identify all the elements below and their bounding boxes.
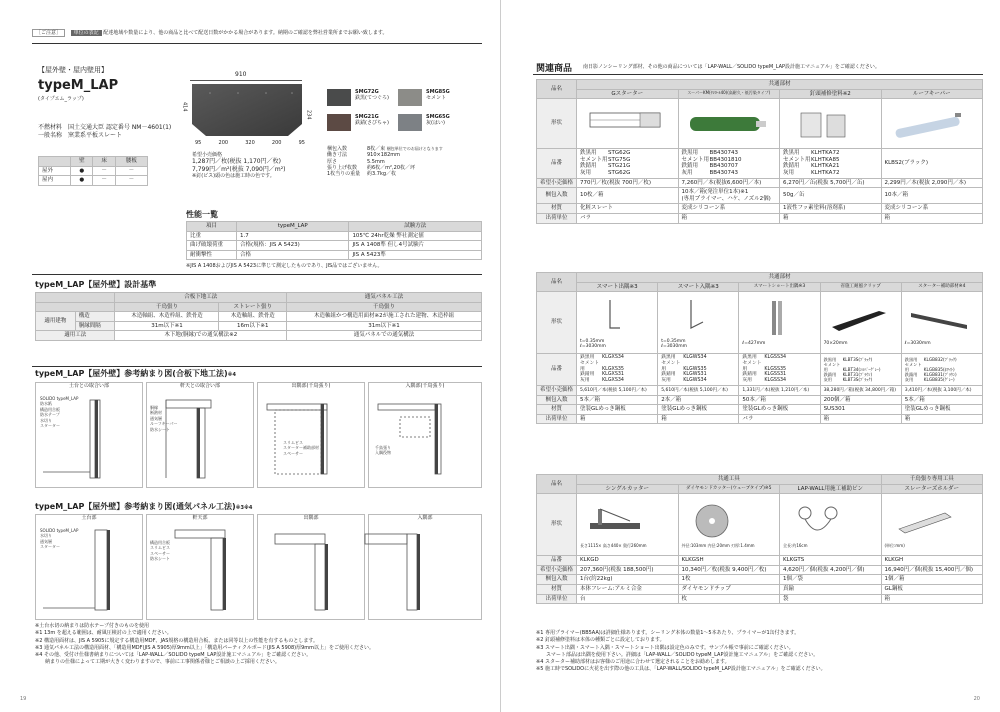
note-tag: ［ご注意］ bbox=[32, 29, 65, 37]
price-block: 希望小売価格 1,287円／枚(税抜 1,170円／枚) 7,799円／m²(税抜 7,090円／m²) ※釘(ビス)頭の色は施工時の色です。 bbox=[192, 152, 286, 180]
category: 【屋外壁・屋内壁用】 bbox=[38, 66, 108, 74]
dim-height: 414 bbox=[181, 102, 188, 112]
smart-short-corner-image bbox=[742, 299, 812, 339]
note-chip: 単位の表記 bbox=[71, 30, 102, 36]
product-kana: (タイプエム_ラップ) bbox=[38, 96, 84, 102]
perf-note: ※JIS A 1408およびJIS A 5423に準じて測定したものであり、JIS品ではございません。 bbox=[186, 263, 383, 269]
left-page: ［ご注意］ 単位の表記 配達地域や数量により、他の商品と比べて配送日数がかかる場合があります。納期のご確認を弊社営業所までお願い致します。 【屋外壁・屋内壁用】 typeM_LAP (タイプエム_ラップ) 不燃材料 国土交通大臣 認定番号 NM－4601(1) 一般名称 窯業系平板スレート 壁 床 腰板 屋外 ● － － 屋内 ● － － 910 414 234 95 200 320 200 95 SMG72G 鉄黒(てつぐろ) SMG85G セメント SMG21G 鉄錆(さびちゃ) SMG65G 灰(はい) 希望小売価格 1,287円／枚(税抜 1,170円／枚) 7,799円／m²(税抜 7,090円／m²) ※釘(ビス)頭の色は施工時の色です。 梱包入数 8枚／束 梱包単位でのお届けとなります 働き寸法 910×182mm 厚さ 5.5mm 張り上げ枚数 約6枚／m²,20枚／坪 1枚当りの重量 約3.7kg／枚 性能一覧 項目 typeM_LAP 試験方法 比重 1.7 105℃ 24hr乾燥 弊社測定値 曲げ破壊荷重 合格(規格：JIS A 5423) JIS A 1408準 但し4号試験片 耐衝撃性 合格 JIS A 5423準 ※JIS A 1408およびJIS A 5423に準じて測定したものであり、JIS品ではございません。 typeM_LAP【屋外壁】設計基準 合板下地工法 通気パネル工法 千鳥張り ストレート張り 千鳥張り 適用建物 構造 木造軸組、木造枠組、鉄骨造 木造軸組、鉄骨造 木造軸組かつ構造用面材※2が施工された建物、木造枠組 胴縁間隔 31m以下※1 16m以下※1 31m以下※1 適用工法 木下地(胴縁)での通気構法※2 通気パネルでの通気構法 typeM_LAP【屋外壁】参考納まり図(合板下地工法)※4 土台との取合い部 軒天との取合い部 出隅部(千鳥張り) 入隅部(千鳥張り) SOLIDO typeM_LAP 防水紙 構造用合板 防水テープ 水切り スターター 胴縁 断熱材 通気層 ルーフキーパー 防水シート スリムビス スターター補助部材 スペーサー 千鳥張り 入隅役物 typeM_LAP【屋外壁】参考納まり図(通気パネル工法)※3※4 土台部 軒天部 出隅部 入隅部 SOLIDO typeM_LAP 水切り 通気層 スターター 構造用合板 スリムビス スペーサー 防水シート ※土台水切の納まりは防水テープ付きのものを使用 ※1 13m を超える範囲は、耐風圧検討の上で適用ください。 ※2 構造用面材は、JIS A 5905に規定する構造用MDF、JAS規格の構造用合板、または同等以上の性能を有するものとします。 ※3 通気パネル工法の構造用面材、「構造用MDF(JIS A 5905)厚9mm以上」「構造用パーティクルボード(JIS A 5908)厚9mm以上」をご使用ください。 ※4 その他、受付け仕様書納まりについては「LAP-WALL／SOLIDO typeM_LAP設計施工マニュアル」をご確認ください。 納まりの仕様によって工期が大きく変わりますので、事前に工事関係者様とご相談の上ご採用ください。 19 bbox=[0, 0, 500, 712]
related-table-2: 品名 共通部材 スマート出隅※3 スマート入隅※3 スマートショート出隅※3 省施工耐風クリップ スターター補助部材※4 形状 t=0.35mm ℓ=3030mm t=0.35mm ℓ=3030mm ℓ=427mm 70×20mm ℓ=3030mm 品番 鉄黒用 KLGXS34 セメント用 KLGXS35 鉄錆用 KLGXS31 灰用 KLGXS34 鉄黒用 KLGWS34 セメント用 KLGWS35 鉄錆用 KLGWS31 灰用 KLGWS34 鉄黒用 KLGSS34 セメント用 KLGSS35 鉄錆用 KLGSS31 灰用 KLGSS34 鉄黒用 KLBT3S(ﾌﾞﾗｯｸ) セメント用 KLBT34(ｼﾙﾊﾞｰｸﾞﾚｰ) 鉄錆用 KLBT31(ﾌﾞﾗｳﾝ) 灰用 KLBT3S(ﾌﾞﾗｯｸ) 鉄黒用 KLGB832(ﾌﾞﾗｯｸ) セメント用 KLGB835(ﾎﾜｲﾄ) 鉄錆用 KLGB831(ﾌﾞﾗｳﾝ) 灰用 KLGB835(ｸﾞﾚｰ) 希望小売価格 5,610円／本(税抜 5,100円／本) 5,610円／本(税抜 5,100円／本) 1,331円／本(税抜 1,210円／本) 38,280円／箱(税抜 34,800円／箱) 3,410円／本(税抜 3,100円／本) 梱包入数 5本／箱 2本／箱 50本／箱 200個／箱 5本／箱 材質 塗装GLめっき鋼板 塗装GLめっき鋼板 塗装GLめっき鋼板 SUS301 塗装GLめっき鋼板 出荷単位 箱 箱 バラ 箱 箱 bbox=[536, 272, 983, 424]
wind-clip-image bbox=[824, 299, 894, 339]
color-swatch-smg21g bbox=[327, 114, 351, 131]
right-footnotes: ※1 専用プライマー(BB5AA)は詳細仕様あります。シーリング本体の数量1～5本あたり、プライマーが1缶付きます。 ※2 釘頭補修塗料は本体の種類ごとに設定しております。 ※3 スマート出隅・スマート入隅・スマートショート出隅は設定色のみです。サンプル帳で事前にご確認ください。 スマート部品は出隅を使用下さい。詳細は「LAP-WALL／SOLIDO typeM_LAP設計施工マニュアル」をご確認ください。 ※4 スターター補助部材はお客様のご用途に合わせて選定されることをお勧めします。 ※5 施工時でSOLIDOに火花を出す際の他の工具は、「LAP-WALL/SOLIDO typeM_LAP設計施工マニュアル」をご確認ください。 bbox=[536, 630, 826, 673]
note-bar bbox=[32, 30, 482, 36]
dim-width: 910 bbox=[235, 71, 247, 78]
smart-outer-corner-image bbox=[580, 296, 650, 336]
panel-image bbox=[192, 84, 302, 136]
note-text: 配達地域や数量により、他の商品と比べて配送日数がかかる場合があります。納期のご確認を弊社営業所までお願い致します。 bbox=[103, 30, 388, 36]
g-starter-image bbox=[580, 103, 670, 141]
page-number-left: 19 bbox=[20, 696, 27, 702]
design-table: 合板下地工法 通気パネル工法 千鳥張り ストレート張り 千鳥張り 適用建物 構造 木造軸組、木造枠組、鉄骨造 木造軸組、鉄骨造 木造軸組かつ構造用面材※2が施工された建物、木造枠組 胴縁間隔 31m以下※1 16m以下※1 31m以下※1 適用工法 木下地(胴縁)での通気構法※2 通気パネルでの通気構法 bbox=[35, 292, 482, 341]
paint-can-image bbox=[783, 103, 873, 141]
slaters-holder-image bbox=[885, 501, 977, 541]
use-table: 壁 床 腰板 屋外 ● － － 屋内 ● － － bbox=[38, 156, 148, 186]
color-swatch-smg72g bbox=[327, 89, 351, 106]
color-swatch-smg85g bbox=[398, 89, 422, 106]
product-name: typeM_LAP bbox=[38, 78, 119, 93]
page-number-right: 20 bbox=[973, 696, 980, 702]
right-page bbox=[500, 0, 1000, 712]
spec-list: 不燃材料 国土交通大臣 認定番号 NM－4601(1) 一般名称 窯業系平板スレート bbox=[38, 124, 172, 139]
diamond-cutter-image bbox=[682, 501, 774, 541]
detail1-title: typeM_LAP【屋外壁】参考納まり図(合板下地工法)※4 bbox=[35, 369, 236, 378]
related-table-3: 品名 共通工具 千鳥張り専用工具 シングルカッター ダイヤモンドカッター(ウェーブタイプ)※5 LAP-WALL用施工補助ピン スレーターズホルダー 形状 長さ1115× 高さ440× 奥行260mm 外径:103mm 内径:20mm 刃厚:1.4mm 全長:約16cm (単位:mm) 品番 KLKGD KLKGSH KLKGTS KLKGH 希望小売価格 207,360円(税抜 188,500円) 10,340円／枚(税抜 9,400円／枚) 4,620円／個(税抜 4,200円／個) 16,940円／個(税抜 15,400円／個) 梱包入数 1台(約22kg) 1枚 1個／袋 1個／箱 材質 本体フレーム:アルミ合金 ダイヤモンドチップ 真鍮 GL鋼板 出荷単位 台 枚 袋 箱 bbox=[536, 474, 983, 604]
color-swatch-smg65g bbox=[398, 114, 422, 131]
single-cutter-image bbox=[580, 501, 672, 541]
left-footnotes: ※土台水切の納まりは防水テープ付きのものを使用 ※1 13m を超える範囲は、耐風圧検討の上で適用ください。 ※2 構造用面材は、JIS A 5905に規定する構造用MDF、JAS規格の構造用合板、または同等以上の性能を有するものとします。 ※3 通気パネル工法の構造用面材、「構造用MDF(JIS A 5905)厚9mm以上」「構造用パーティクルボード(JIS A 5908)厚9mm以上」をご使用ください。 ※4 その他、受付け仕様書納まりについては「LAP-WALL／SOLIDO typeM_LAP設計施工マニュアル」をご確認ください。 納まりの仕様によって工期が大きく変わりますので、事前に工事関係者様とご相談の上ご採用ください。 bbox=[35, 623, 374, 666]
smart-inner-corner-image bbox=[661, 296, 731, 336]
perf-title: 性能一覧 bbox=[186, 210, 218, 219]
related-title: 関連商品 bbox=[536, 64, 573, 74]
dim-side: 234 bbox=[305, 110, 312, 120]
related-intro: 南日影ノンシーリング部材、その他の商品については「LAP-WALL／SOLIDO typeM_LAP設計施工マニュアル」をご確認ください。 bbox=[583, 64, 880, 70]
perf-table: 項目 typeM_LAP 試験方法 比重 1.7 105℃ 24hr乾燥 弊社測定値 曲げ破壊荷重 合格(規格：JIS A 5423) JIS A 1408準 但し4号試験片 耐衝撃性 合格 JIS A 5423準 bbox=[186, 221, 482, 260]
design-title: typeM_LAP【屋外壁】設計基準 bbox=[35, 280, 157, 289]
packing-list: 梱包入数 8枚／束 梱包単位でのお届けとなります 働き寸法 910×182mm 厚さ 5.5mm 張り上げ枚数 約6枚／m²,20枚／坪 1枚当りの重量 約3.7kg／枚 bbox=[327, 146, 443, 177]
roof-keeper-image bbox=[885, 103, 975, 141]
related-table-1: 品名 共通部材 Gスターター スーパーKM(ﾔｼﾛｰﾙ40)(高耐久・低汚染タイプ) 釘頭補修塗料※2 ルーフキーパー 形状 品番 鉄黒用 STG62G セメント用STG75G 鉄錆用 STG21G 灰用 STG62G 鉄黒用 BB430743 セメント用BB4301810 鉄錆用 BB430707 灰用 BB430743 鉄黒用 KLHTKA72 セメント用KLHTKA85 鉄錆用 KLHTKA21 灰用 KLHTKA72 KLBS2(ブラック) 希望小売価格 770円／枚(税抜 700円／枚) 7,260円／本(税抜6,600円／本) 6,270円／缶(税抜 5,700円／缶) 2,299円／本(税抜 2,090円／本) 梱包入数 10枚／箱 10本／箱(発注単位1本)※1 (専用プライマー、ハケ、ノズル2個) 50g／缶 10本／箱 材質 化粧スレート 変成シリコーン系 1液性フッ素塗料(溶剤系) 変成シリコーン系 出荷単位 バラ 箱 箱 箱 bbox=[536, 79, 983, 224]
dim-bottom: 95 200 320 200 95 bbox=[195, 140, 305, 146]
sealant-image bbox=[682, 103, 772, 141]
detail2-title: typeM_LAP【屋外壁】参考納まり図(通気パネル工法)※3※4 bbox=[35, 502, 253, 511]
starter-aid-image bbox=[905, 299, 975, 339]
assist-pin-image bbox=[783, 501, 875, 541]
